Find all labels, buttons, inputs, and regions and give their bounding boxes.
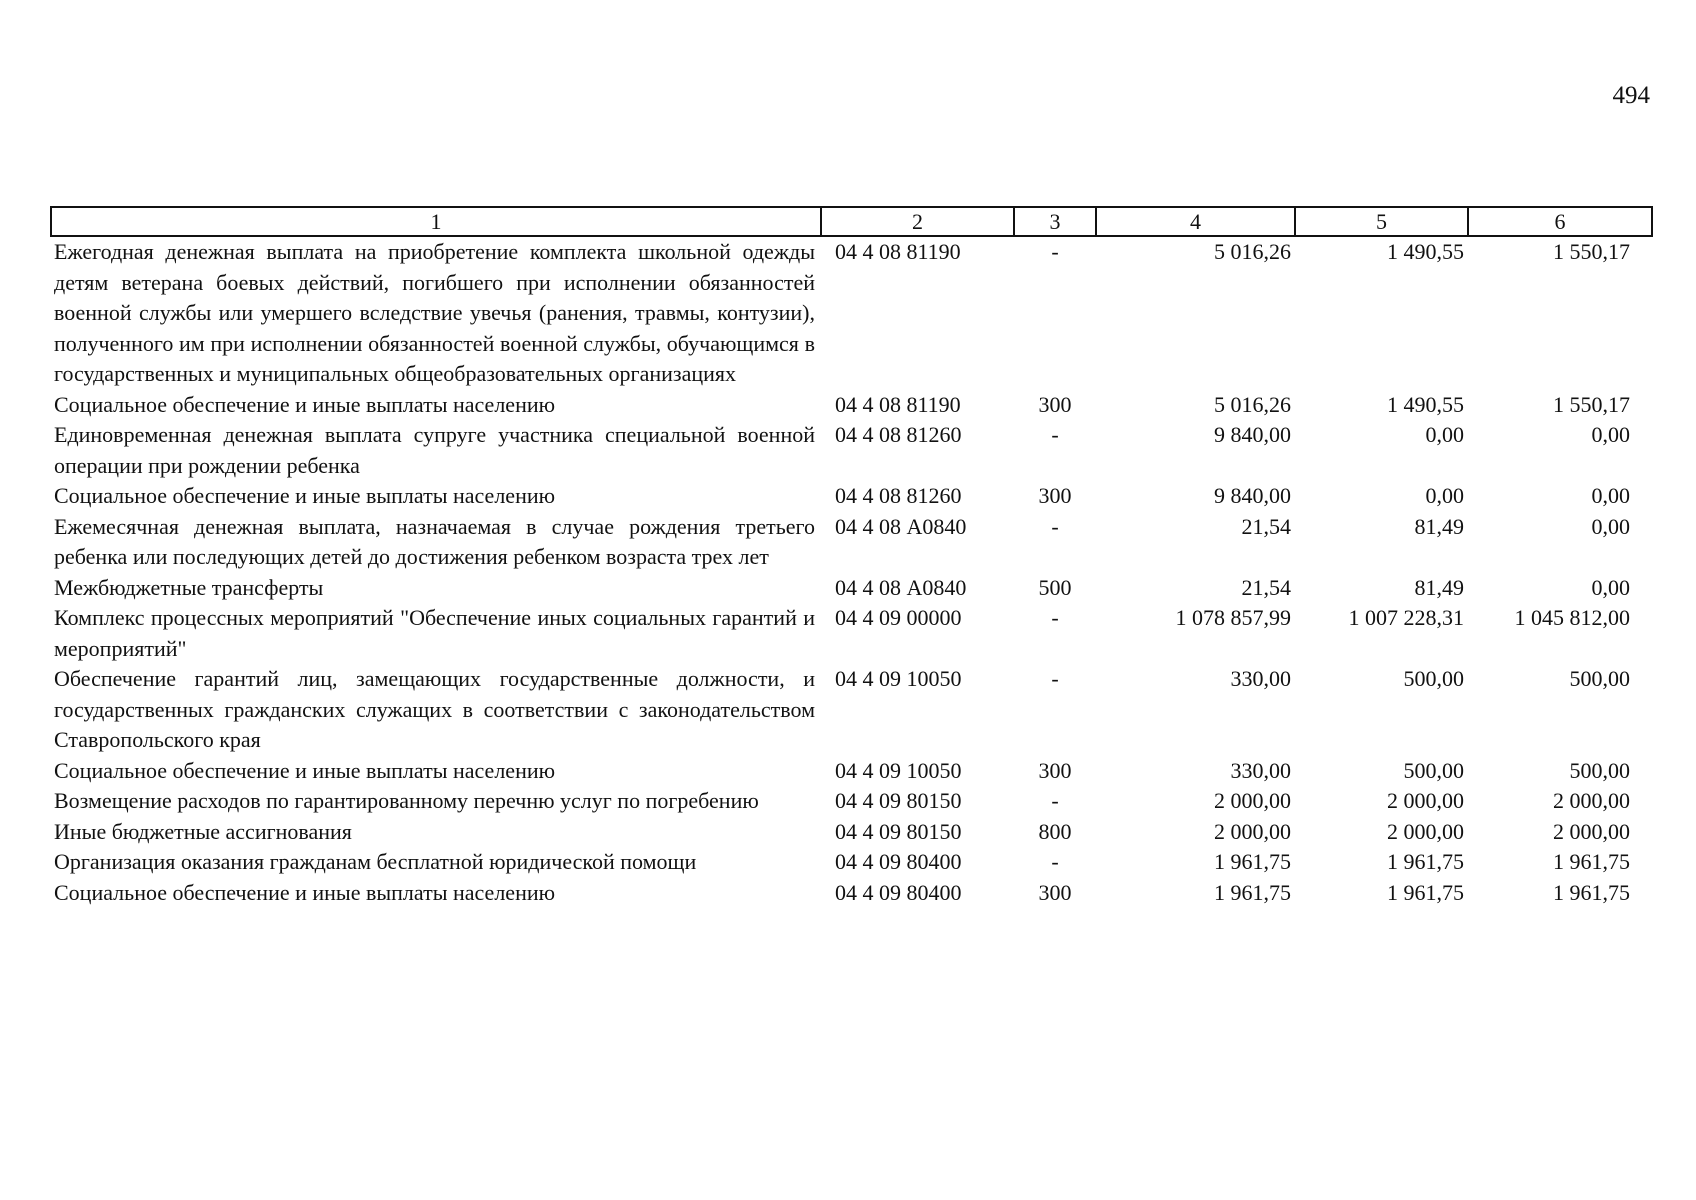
- table-row: [51, 573, 1652, 604]
- row-value-5: 81,49: [1414, 574, 1464, 600]
- row-value-4: 330,00: [1230, 757, 1291, 783]
- row-value-6: 1 961,75: [1553, 849, 1630, 874]
- column-header-4: 4: [1096, 207, 1295, 236]
- table-row: [51, 603, 1652, 664]
- row-code: 04 4 09 80150: [835, 788, 962, 813]
- row-value-4: 21,54: [1241, 513, 1291, 539]
- page-number: 494: [1612, 82, 1650, 109]
- row-code: 04 4 08 А0840: [835, 574, 967, 600]
- row-value-4: 9 840,00: [1214, 483, 1291, 508]
- row-code: 04 4 08 81260: [835, 483, 962, 508]
- table-row: [51, 786, 1652, 817]
- row-code: 04 4 08 81190: [835, 391, 961, 417]
- row-code: 04 4 08 81260: [835, 422, 962, 447]
- row-name: Организация оказания гражданам бесплатной юридической помощи: [54, 849, 697, 874]
- row-code: 04 4 09 80150: [835, 818, 962, 844]
- column-header-3: 3: [1014, 207, 1096, 236]
- row-value-4: 1 961,75: [1214, 849, 1291, 874]
- row-name: Социальное обеспечение и иные выплаты населению: [54, 483, 556, 508]
- row-name: Ежемесячная денежная выплата, назначаемая в случае рождения третьего ребенка или последующих детей до достижения ребенком возраста трех лет: [54, 513, 815, 569]
- row-value-4: 5 016,26: [1214, 239, 1291, 264]
- row-value-4: 330,00: [1230, 666, 1291, 691]
- row-code: 04 4 09 10050: [835, 666, 962, 691]
- row-value-5: 0,00: [1425, 483, 1464, 508]
- row-value-5: 1 961,75: [1387, 849, 1464, 874]
- row-expense-type: -: [1051, 788, 1059, 813]
- row-value-6: 0,00: [1591, 422, 1630, 447]
- row-expense-type: -: [1051, 605, 1059, 630]
- row-name: Единовременная денежная выплата супруге участника специальной военной операции при рождении ребенка: [54, 422, 815, 478]
- row-value-6: 2 000,00: [1553, 788, 1630, 813]
- row-expense-type: -: [1051, 849, 1059, 874]
- row-value-5: 500,00: [1403, 666, 1464, 691]
- column-header-1: 1: [51, 207, 821, 236]
- row-expense-type: 300: [1038, 757, 1072, 783]
- column-header-6: 6: [1468, 207, 1652, 236]
- budget-table: [50, 206, 1653, 908]
- row-value-6: 2 000,00: [1553, 818, 1630, 844]
- row-value-5: 1 961,75: [1387, 879, 1464, 905]
- row-value-5: 500,00: [1403, 757, 1464, 783]
- row-code: 04 4 09 10050: [835, 757, 962, 783]
- row-expense-type: 300: [1038, 483, 1072, 508]
- table-row: [51, 481, 1652, 512]
- row-name: Возмещение расходов по гарантированному перечню услуг по погребению: [54, 788, 759, 813]
- table-row: [51, 236, 1652, 390]
- row-value-6: 0,00: [1591, 574, 1630, 600]
- row-name: Социальное обеспечение и иные выплаты населению: [54, 757, 556, 783]
- row-value-6: 1 961,75: [1553, 879, 1630, 905]
- row-name: Социальное обеспечение и иные выплаты населению: [54, 879, 556, 905]
- row-value-4: 1 961,75: [1214, 879, 1291, 905]
- row-value-5: 2 000,00: [1387, 788, 1464, 813]
- row-expense-type: 800: [1038, 818, 1072, 844]
- row-value-5: 0,00: [1425, 422, 1464, 447]
- row-expense-type: 300: [1038, 391, 1072, 417]
- row-expense-type: -: [1051, 239, 1059, 264]
- table-row: [51, 756, 1652, 787]
- row-value-4: 2 000,00: [1214, 788, 1291, 813]
- row-value-6: 1 550,17: [1553, 239, 1630, 264]
- row-value-6: 500,00: [1569, 666, 1630, 691]
- row-name: Ежегодная денежная выплата на приобретение комплекта школьной одежды детям ветерана боевых действий, погибшего при исполнении обязанностей военной службы или умершего вследствие увечья (ранения, травмы, контузии), полученного им при исполнении обязанностей военной службы, обучающимся в государственных и муниципальных общеобразовательных организациях: [54, 239, 815, 386]
- row-name: Социальное обеспечение и иные выплаты населению: [54, 391, 556, 417]
- column-header-2: 2: [821, 207, 1014, 236]
- row-value-4: 1 078 857,99: [1175, 605, 1291, 630]
- table-row: [51, 664, 1652, 756]
- row-value-6: 1 550,17: [1553, 391, 1630, 417]
- row-name: Обеспечение гарантий лиц, замещающих государственные должности, и государственных гражданских служащих в соответствии с законодательством Ставропольского края: [54, 666, 815, 752]
- table-row: [51, 390, 1652, 421]
- column-header-5: 5: [1295, 207, 1468, 236]
- row-expense-type: 500: [1038, 574, 1072, 600]
- table-row: [51, 817, 1652, 848]
- table-row: [51, 878, 1652, 909]
- row-name: Иные бюджетные ассигнования: [54, 818, 352, 844]
- row-code: 04 4 08 А0840: [835, 513, 967, 539]
- row-value-5: 1 490,55: [1387, 239, 1464, 264]
- row-value-5: 1 007 228,31: [1348, 605, 1464, 630]
- row-expense-type: -: [1051, 513, 1059, 539]
- row-expense-type: 300: [1038, 879, 1072, 905]
- row-value-4: 21,54: [1241, 574, 1291, 600]
- row-name: Межбюджетные трансферты: [54, 574, 324, 600]
- row-name: Комплекс процессных мероприятий "Обеспечение иных социальных гарантий и мероприятий": [54, 605, 815, 661]
- row-code: 04 4 09 80400: [835, 879, 962, 905]
- row-value-4: 9 840,00: [1214, 422, 1291, 447]
- row-value-6: 0,00: [1591, 513, 1630, 539]
- table-row: [51, 420, 1652, 481]
- row-expense-type: -: [1051, 666, 1059, 691]
- row-value-5: 2 000,00: [1387, 818, 1464, 844]
- row-value-4: 5 016,26: [1214, 391, 1291, 417]
- row-code: 04 4 09 00000: [835, 605, 962, 630]
- row-value-6: 1 045 812,00: [1514, 605, 1630, 630]
- row-value-6: 500,00: [1569, 757, 1630, 783]
- row-value-4: 2 000,00: [1214, 818, 1291, 844]
- row-value-5: 81,49: [1414, 513, 1464, 539]
- table-row: [51, 512, 1652, 573]
- row-value-5: 1 490,55: [1387, 391, 1464, 417]
- table-header-row: [51, 207, 1652, 236]
- row-code: 04 4 09 80400: [835, 849, 962, 874]
- table-row: [51, 847, 1652, 878]
- row-expense-type: -: [1051, 422, 1059, 447]
- row-code: 04 4 08 81190: [835, 239, 961, 264]
- row-value-6: 0,00: [1591, 483, 1630, 508]
